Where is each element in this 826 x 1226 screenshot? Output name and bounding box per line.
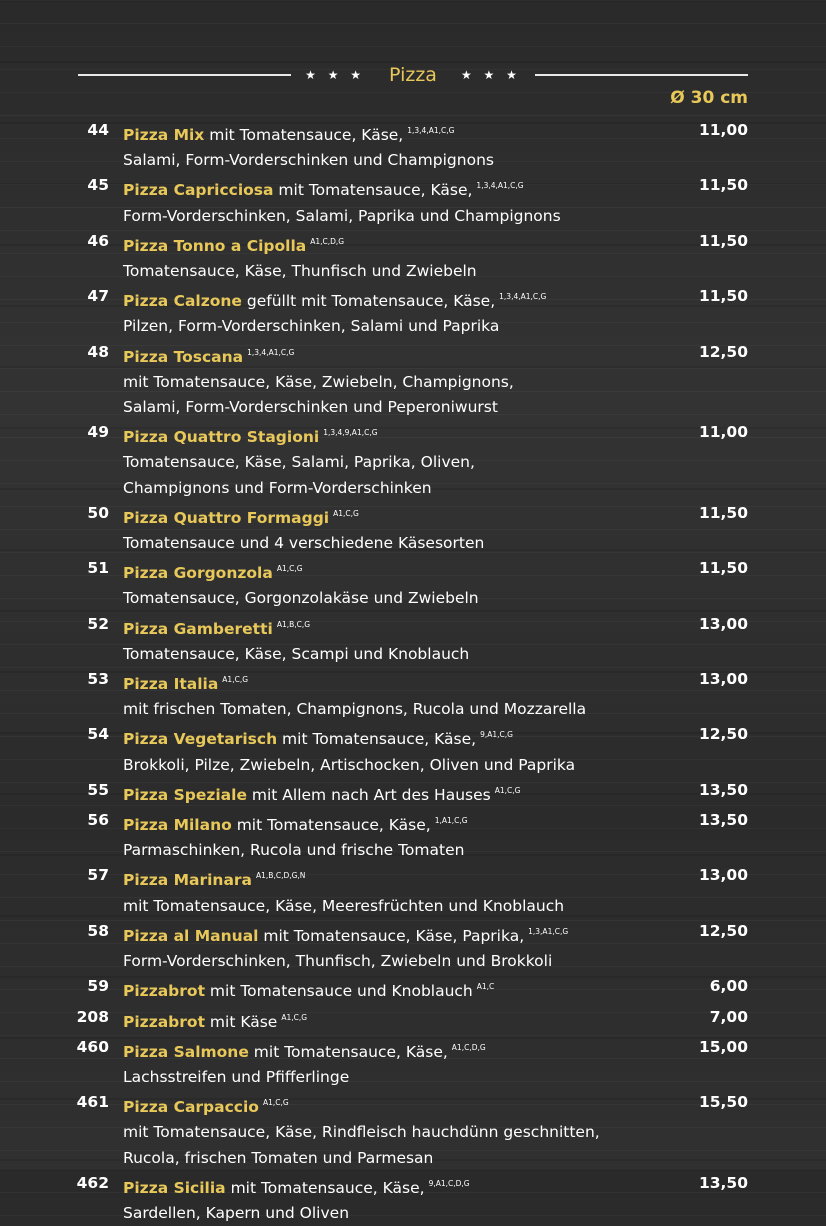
menu-item	[70, 229, 748, 284]
item-description: mit Tomatensauce, Käse,	[225, 1178, 425, 1197]
item-price: 12,50	[698, 342, 748, 361]
allergen-codes: 1,3,4,A1,C,G	[247, 347, 295, 357]
item-name: Pizza Salmone	[123, 1042, 249, 1061]
item-description-line: mit Tomatensauce, Käse, Zwiebeln, Champignons,	[123, 372, 514, 391]
item-price: 13,00	[698, 670, 748, 689]
item-name: Pizzabrot	[123, 1012, 205, 1031]
item-number: 52	[87, 614, 109, 633]
item-description-line: Sardellen, Kapern und Oliven	[123, 1203, 350, 1222]
item-description: mit Tomatensauce, Käse, Paprika,	[258, 926, 525, 945]
item-number: 59	[87, 977, 109, 996]
menu-item	[70, 1005, 748, 1035]
item-price: 7,00	[709, 1007, 748, 1026]
item-name: Pizza Tonno a Cipolla	[123, 236, 307, 255]
item-name: Pizza Milano	[123, 816, 232, 835]
item-description-line: Form-Vorderschinken, Thunfisch, Zwiebeln und Brokkoli	[123, 952, 553, 971]
item-title-line	[123, 778, 748, 808]
allergen-codes: 1,3,4,A1,C,G	[476, 181, 524, 191]
menu-item	[70, 808, 748, 863]
item-price: 13,50	[698, 1173, 748, 1192]
allergen-codes: A1,B,C,D,G,N	[256, 871, 306, 881]
menu-item	[70, 612, 748, 667]
item-price: 11,50	[698, 559, 748, 578]
item-name: Pizza Carpaccio	[123, 1098, 259, 1117]
menu-item	[70, 1171, 748, 1226]
item-name: Pizza Toscana	[123, 347, 244, 366]
item-title-line	[123, 667, 748, 697]
item-title-line	[123, 284, 748, 314]
item-description-line: Tomatensauce und 4 verschiedene Käsesorten	[123, 534, 485, 553]
item-name: Pizza Italia	[123, 675, 219, 694]
item-description: gefüllt mit Tomatensauce, Käse,	[241, 292, 496, 311]
item-price: 12,50	[698, 921, 748, 940]
item-name: Pizza Gorgonzola	[123, 564, 273, 583]
item-title-line	[123, 501, 748, 531]
item-price: 11,50	[698, 503, 748, 522]
allergen-codes: A1,C,G	[281, 1012, 308, 1022]
item-description-line: Lachsstreifen und Pfifferlinge	[123, 1067, 350, 1086]
menu-item	[70, 919, 748, 974]
item-title-line	[123, 722, 748, 752]
item-description-line: Form-Vorderschinken, Salami, Paprika und Champignons	[123, 206, 561, 225]
item-name: Pizza Sicilia	[123, 1178, 226, 1197]
item-title-line	[123, 808, 748, 838]
item-price: 6,00	[709, 977, 748, 996]
allergen-codes: A1,B,C,G	[276, 619, 311, 629]
item-name: Pizza Quattro Formaggi	[123, 508, 330, 527]
item-number: 46	[87, 231, 109, 250]
item-price: 15,00	[698, 1037, 748, 1056]
item-price: 13,50	[698, 780, 748, 799]
item-title-line	[123, 420, 748, 450]
item-number: 51	[87, 559, 109, 578]
item-description: mit Tomatensauce, Käse,	[204, 126, 404, 144]
section-header	[78, 62, 748, 88]
stars-left: ★ ★ ★	[305, 68, 366, 82]
item-title-line	[123, 1005, 748, 1035]
section-title: Pizza	[389, 64, 437, 86]
item-description-line: Tomatensauce, Käse, Salami, Paprika, Oliven,	[123, 453, 475, 472]
allergen-codes: 1,3,4,A1,C,G	[499, 292, 547, 302]
item-title-line	[123, 173, 748, 203]
item-price: 11,50	[698, 287, 748, 306]
item-number: 47	[87, 287, 109, 306]
item-number: 56	[87, 811, 109, 830]
item-price: 15,50	[698, 1093, 748, 1112]
allergen-codes: A1,C,D,G	[310, 236, 345, 246]
item-title-line	[123, 1035, 748, 1065]
item-name: Pizza Marinara	[123, 871, 253, 890]
item-price: 13,00	[698, 866, 748, 885]
item-price: 11,00	[698, 121, 748, 139]
menu-item	[70, 667, 748, 722]
item-name: Pizza al Manual	[123, 926, 259, 945]
item-number: 53	[87, 670, 109, 689]
item-number: 48	[87, 342, 109, 361]
item-description: mit Tomatensauce, Käse,	[277, 730, 477, 749]
item-description: mit Käse	[204, 1012, 278, 1031]
item-title-line	[123, 612, 748, 642]
item-number: 45	[87, 176, 109, 195]
item-description-line: Salami, Form-Vorderschinken und Peperoniwurst	[123, 398, 498, 417]
item-name: Pizza Calzone	[123, 292, 242, 311]
menu-item	[70, 974, 748, 1004]
item-number: 460	[76, 1037, 109, 1056]
allergen-codes: A1,C,D,G	[451, 1042, 486, 1052]
item-number: 461	[76, 1093, 109, 1112]
stars-right: ★ ★ ★	[460, 68, 521, 82]
item-description-line: mit Tomatensauce, Käse, Meeresfrüchten und Knoblauch	[123, 896, 565, 915]
item-title-line	[123, 229, 748, 259]
menu-item	[70, 284, 748, 339]
item-name: Pizzabrot	[123, 982, 205, 1001]
item-name: Pizza Capricciosa	[123, 181, 274, 200]
item-price: 13,00	[698, 614, 748, 633]
allergen-codes: A1,C,G	[222, 675, 249, 685]
item-number: 54	[87, 725, 109, 744]
item-description-line: mit Tomatensauce, Käse, Rindfleisch hauchdünn geschnitten,	[123, 1123, 600, 1142]
item-number: 58	[87, 921, 109, 940]
allergen-codes: A1,C,G	[333, 508, 359, 518]
item-price: 13,50	[698, 811, 748, 830]
item-title-line	[123, 1090, 748, 1120]
item-name: Pizza Mix	[123, 126, 205, 144]
item-number: 57	[87, 866, 109, 885]
allergen-codes: A1,C,G	[262, 1098, 289, 1108]
item-number: 55	[87, 780, 109, 799]
allergen-codes: 1,3,4,A1,C,G	[407, 126, 455, 135]
item-number: 208	[76, 1007, 109, 1026]
item-description-line: Champignons und Form-Vorderschinken	[123, 478, 432, 497]
item-number: 462	[76, 1173, 109, 1192]
item-number: 50	[87, 503, 109, 522]
allergen-codes: A1,C	[476, 982, 495, 992]
item-description: mit Tomatensauce, Käse,	[273, 181, 473, 200]
item-description: mit Allem nach Art des Hauses	[246, 785, 491, 804]
item-description: mit Tomatensauce, Käse,	[248, 1042, 448, 1061]
menu-item	[70, 1035, 748, 1090]
allergen-codes: 1,3,A1,C,G	[528, 926, 569, 936]
menu-item	[70, 1090, 748, 1171]
item-description-line: Tomatensauce, Käse, Thunfisch und Zwiebeln	[123, 262, 477, 281]
item-price: 11,50	[698, 176, 748, 195]
item-description-line: Pilzen, Form-Vorderschinken, Salami und Paprika	[123, 317, 500, 336]
item-description-line: Brokkoli, Pilze, Zwiebeln, Artischocken, Oliven und Paprika	[123, 755, 576, 774]
item-name: Pizza Vegetarisch	[123, 730, 278, 749]
menu-item	[70, 556, 748, 611]
item-name: Pizza Gamberetti	[123, 619, 273, 638]
item-description: mit Tomatensauce und Knoblauch	[204, 982, 473, 1001]
item-description-line: Salami, Form-Vorderschinken und Champignons	[123, 151, 494, 170]
menu-item	[70, 340, 748, 421]
allergen-codes: 1,3,4,9,A1,C,G	[323, 428, 378, 438]
item-price: 12,50	[698, 725, 748, 744]
item-price: 11,00	[698, 423, 748, 442]
allergen-codes: 9,A1,C,D,G	[428, 1178, 470, 1188]
menu-list	[70, 118, 748, 1226]
item-title-line	[123, 863, 748, 893]
item-title-line	[123, 974, 748, 1004]
menu-item	[70, 420, 748, 501]
header-rule-right	[535, 74, 748, 76]
menu-item	[70, 863, 748, 918]
allergen-codes: 9,A1,C,G	[480, 730, 513, 740]
item-title-line	[123, 340, 748, 370]
item-number: 49	[87, 423, 109, 442]
allergen-codes: A1,C,G	[276, 564, 303, 574]
item-title-line	[123, 118, 748, 148]
item-name: Pizza Speziale	[123, 785, 247, 804]
size-label: Ø 30 cm	[670, 88, 748, 108]
menu-item	[70, 173, 748, 228]
menu-item	[70, 118, 748, 173]
item-number: 44	[87, 121, 109, 139]
menu-item	[70, 778, 748, 808]
item-price: 11,50	[698, 231, 748, 250]
item-title-line	[123, 1171, 748, 1201]
item-description-line: Rucola, frischen Tomaten und Parmesan	[123, 1148, 434, 1167]
item-description-line: mit frischen Tomaten, Champignons, Rucola und Mozzarella	[123, 700, 587, 719]
header-rule-left	[78, 74, 291, 76]
menu-item	[70, 501, 748, 556]
item-title-line	[123, 919, 748, 949]
item-description-line: Tomatensauce, Gorgonzolakäse und Zwiebeln	[123, 589, 479, 608]
menu-item	[70, 722, 748, 777]
allergen-codes: 1,A1,C,G	[434, 816, 468, 826]
item-description-line: Parmaschinken, Rucola und frische Tomaten	[123, 841, 465, 860]
item-description-line: Tomatensauce, Käse, Scampi und Knoblauch	[123, 644, 470, 663]
item-title-line	[123, 556, 748, 586]
item-name: Pizza Quattro Stagioni	[123, 428, 320, 447]
allergen-codes: A1,C,G	[494, 785, 521, 795]
item-description: mit Tomatensauce, Käse,	[231, 816, 431, 835]
